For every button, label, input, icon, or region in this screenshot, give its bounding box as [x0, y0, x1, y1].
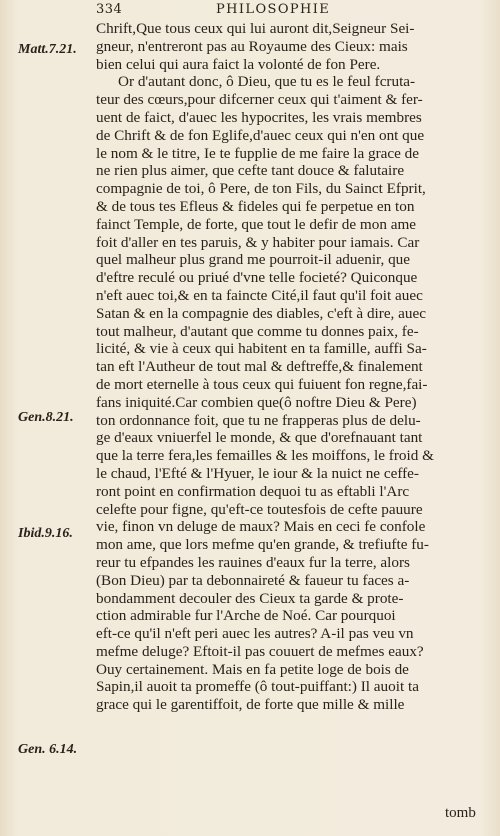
text-line: celefte pour figne, qu'eft-ce toutesfois de cefte pauure [96, 500, 423, 518]
text-line: (Bon Dieu) par ta debonnaireté & faueur tu faces a- [96, 571, 410, 589]
text-line: reur tu efpandes les rauines d'eaux fur la terre, alors [96, 553, 410, 571]
text-line: tan eft l'Autheur de tout mal & deftreffe,& finalement [96, 358, 423, 376]
text-line: quel malheur plus grand me pourroit-il aduenir, que [96, 251, 411, 269]
catchword: tomb [445, 805, 476, 821]
text-line: licité, & vie à ceux qui habitent en ta famille, auffi Sa- [96, 340, 427, 358]
text-line: de Chrift & de fon Eglife,d'auec ceux qui n'en ont que [96, 126, 425, 144]
text-line: Or d'autant donc, ô Dieu, que tu es le feul fcruta- [118, 73, 416, 91]
text-line: foit d'aller en tes paruis, & y habiter pour iamais. Car [96, 233, 420, 251]
text-line: tout malheur, d'autant que comme tu donnes paix, fe- [96, 322, 419, 340]
text-line: ge d'eaux vniuerfel le monde, & que d'orefnauant tant [96, 429, 423, 447]
margin-note: Matt.7.21. [18, 42, 77, 57]
text-line: grace qui le garentiffoit, de forte que mille & mille [96, 696, 405, 714]
margin-note: Ibid.9.16. [18, 526, 73, 541]
text-line: ction admirable fur l'Arche de Noé. Car pourquoi [96, 607, 396, 625]
text-line: fans iniquité.Car combien que(ô noftre Dieu & Pere) [96, 393, 417, 411]
text-line: bondamment decouler des Cieux ta garde & prote- [96, 589, 404, 607]
body-text [96, 20, 474, 714]
margin-note: Gen. 6.14. [18, 742, 78, 757]
text-line: eft-ce qu'il n'eft peri auec les autres? A-il pas veu vn [96, 625, 414, 643]
text-line: mon ame, que lors mefme qu'en grande, & trefiufte fu- [96, 536, 429, 554]
text-line: Sapin,il auoit ta promeffe (ô tout-puiffant:) Il auoit ta [96, 678, 419, 696]
text-line: Satan & en la compagnie des diables, c'eft à dire, auec [96, 304, 426, 322]
text-line: ront point en confirmation dequoi tu as eftabli l'Arc [96, 482, 410, 500]
text-line: mefme deluge? Eftoit-il pas couuert de mefmes eaux? [96, 642, 424, 660]
text-line: bien celui qui aura faict la volonté de fon Pere. [96, 55, 381, 73]
text-line: & de tous tes Efleus & fideles qui fe perpetue en ton [96, 197, 415, 215]
text-line: n'eft auec toi,& en ta faincte Cité,il faut qu'il foit auec [96, 286, 423, 304]
text-line: de mort eternelle à tous ceux qui fuiuent fon regne,fai- [96, 375, 428, 393]
text-line: le nom & le titre, Ie te fupplie de me faire la grace de [96, 144, 420, 162]
page-number: 334 [96, 2, 123, 17]
text-line: ne rien plus aimer, que cefte tant douce & falutaire [96, 162, 405, 180]
text-line: Ouy certainement. Mais en fa petite loge de bois de [96, 660, 409, 678]
text-line: que la terre fera,les femailles & les moiffons, le froid & [96, 447, 434, 465]
text-line: d'eftre reculé ou priué d'vne telle focieté? Quiconque [96, 269, 418, 287]
text-line: fainct Temple, de forte, que tout le defir de mon ame [96, 215, 417, 233]
text-line: ton ordonnance foit, que tu ne frapperas plus de delu- [96, 411, 421, 429]
margin-note: Gen.8.21. [18, 410, 74, 425]
text-line: gneur, n'entreront pas au Royaume des Cieux: mais [96, 37, 408, 55]
text-line: uent de faict, d'auec les hypocrites, les vrais membres [96, 108, 422, 126]
text-line: le chaud, l'Efté & l'Hyuer, le iour & la nuict ne ceffe- [96, 464, 419, 482]
text-line: compagnie de toi, ô Pere, de ton Fils, du Sainct Efprit, [96, 180, 426, 198]
text-line: teur des cœurs,pour difcerner ceux qui t'aiment & fer- [96, 91, 423, 109]
page-header [96, 2, 478, 20]
running-head: PHILOSOPHIE [216, 2, 331, 17]
text-line: Chrift,Que tous ceux qui lui auront dit,Seigneur Sei- [96, 20, 415, 37]
text-line: vie, finon vn deluge de maux? Mais en ceci fe confole [96, 518, 426, 536]
